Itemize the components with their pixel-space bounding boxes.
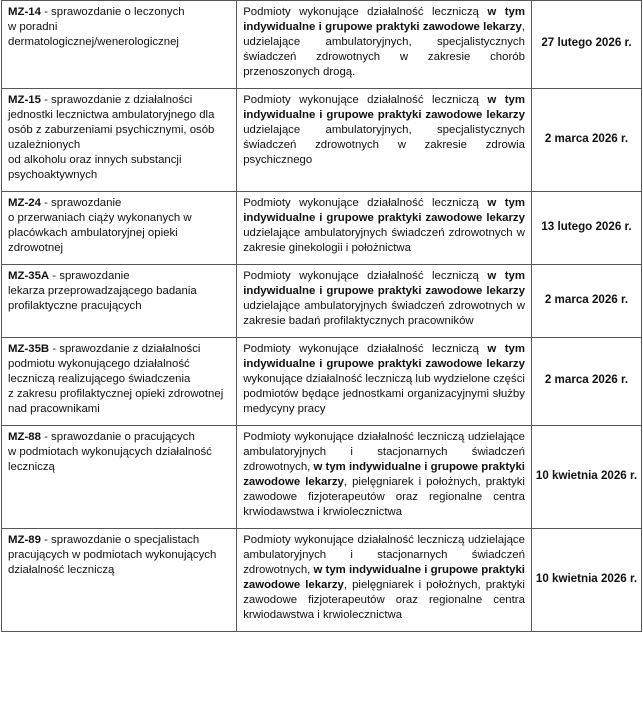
entity-text-bold: w tym indywidualne i grupowe praktyki zawodowe lekarzy bbox=[243, 270, 525, 297]
deadline-cell: 2 marca 2026 r. bbox=[531, 265, 641, 338]
table-row bbox=[2, 89, 642, 192]
report-description-line: od alkoholu oraz innych substancji bbox=[8, 154, 182, 166]
entity-text-bold: w tym indywidualne i grupowe praktyki zawodowe lekarzy bbox=[243, 94, 525, 121]
entity-text: udzielające ambulatoryjnych, specjalistycznych świadczeń zdrowotnych w zakresie zdrowia psychicznego bbox=[243, 124, 525, 166]
report-description-first: - sprawozdanie z działalności bbox=[49, 343, 201, 355]
report-description-line: leczniczą bbox=[8, 461, 55, 473]
entity-text: Podmioty wykonujące działalność leczniczą bbox=[243, 197, 488, 209]
report-description-line: działalność leczniczą bbox=[8, 564, 115, 576]
report-description-cell bbox=[2, 529, 237, 632]
report-description-line: lekarza przeprowadzającego badania bbox=[8, 285, 197, 297]
report-description-line: pracujących w podmiotach wykonujących bbox=[8, 549, 217, 561]
entity-text-bold: w tym indywidualne i grupowe praktyki zawodowe lekarzy bbox=[243, 461, 525, 488]
table-row bbox=[2, 426, 642, 529]
report-description-line: psychoaktywnych bbox=[8, 169, 98, 181]
reporting-entity-cell bbox=[237, 338, 532, 426]
reporting-entity-cell bbox=[237, 192, 532, 265]
entity-text: Podmioty wykonujące działalność leczniczą udzielające ambulatoryjnych i stacjonarnych świadczeń zdrowotnych, bbox=[243, 431, 525, 473]
report-description-cell bbox=[2, 89, 237, 192]
report-description-cell bbox=[2, 192, 237, 265]
deadline-cell: 10 kwietnia 2026 r. bbox=[531, 529, 641, 632]
table-row bbox=[2, 1, 642, 89]
report-code: MZ-24 bbox=[8, 197, 41, 209]
report-description-first: - sprawozdanie bbox=[49, 270, 130, 282]
deadline-cell: 27 lutego 2026 r. bbox=[531, 1, 641, 89]
report-description-line: o przerwaniach ciąży wykonanych w bbox=[8, 212, 192, 224]
report-description-first: - sprawozdanie o specjalistach bbox=[40, 534, 200, 546]
report-description-first: - sprawozdanie o pracujących bbox=[40, 431, 195, 443]
report-code: MZ-35B bbox=[8, 343, 50, 355]
report-description-line: profilaktyczne pracujących bbox=[8, 300, 142, 312]
deadline-cell: 10 kwietnia 2026 r. bbox=[531, 426, 641, 529]
report-description-line: osób z zaburzeniami psychicznymi, osób bbox=[8, 124, 215, 136]
entity-text: Podmioty wykonujące działalność leczniczą udzielające ambulatoryjnych i stacjonarnych świadczeń zdrowotnych, bbox=[243, 534, 525, 576]
report-description-line: leczniczą realizującego świadczenia bbox=[8, 373, 191, 385]
report-description-cell bbox=[2, 265, 237, 338]
entity-text: wykonujące działalność leczniczą lub wydzielone części podmiotów będące jednostkami organizacyjnymi służby medycyny pracy bbox=[243, 373, 525, 415]
entity-text: , pielęgniarek i położnych, praktyki zawodowe fizjoterapeutów oraz regionalne centra krwiodawstwa i krwiolecznictwa bbox=[243, 579, 525, 621]
report-description-first: - sprawozdanie z działalności bbox=[40, 94, 193, 106]
report-code: MZ-15 bbox=[8, 94, 41, 106]
entity-text: , udzielające ambulatoryjnych, specjalistycznych świadczeń zdrowotnych w zakresie chorób przenoszonych drogą. bbox=[243, 21, 525, 78]
entity-text-bold: w tym indywidualne i grupowe praktyki zawodowe lekarzy bbox=[243, 343, 525, 370]
report-description-lines bbox=[8, 108, 230, 183]
report-description-line: dermatologicznej/wenerologicznej bbox=[8, 36, 179, 48]
reporting-entity-cell bbox=[237, 1, 532, 89]
entity-text-bold: w tym indywidualne i grupowe praktyki zawodowe lekarzy bbox=[243, 564, 525, 591]
report-description-line: jednostki lecznictwa ambulatoryjnego dla bbox=[8, 109, 215, 121]
report-description-cell bbox=[2, 1, 237, 89]
report-description-cell bbox=[2, 426, 237, 529]
reporting-entity-cell bbox=[237, 529, 532, 632]
report-description-lines bbox=[8, 548, 230, 578]
table-row bbox=[2, 338, 642, 426]
report-description-lines bbox=[8, 284, 230, 314]
report-description-lines bbox=[8, 20, 230, 50]
entity-text: , pielęgniarek i położnych, praktyki zawodowe fizjoterapeutów oraz regionalne centra krwiodawstwa i krwiolecznictwa bbox=[243, 476, 525, 518]
report-description-lines bbox=[8, 211, 230, 256]
entity-text-bold: w tym indywidualne i grupowe praktyki zawodowe lekarzy bbox=[243, 6, 525, 33]
reports-table bbox=[1, 0, 642, 632]
report-description-line: nad pracownikami bbox=[8, 403, 100, 415]
report-description-line: uzależnionych bbox=[8, 139, 81, 151]
table-row bbox=[2, 192, 642, 265]
entity-text: Podmioty wykonujące działalność leczniczą bbox=[243, 6, 488, 18]
report-description-first: - sprawozdanie o leczonych bbox=[40, 6, 185, 18]
reporting-entity-cell bbox=[237, 265, 532, 338]
report-description-lines bbox=[8, 357, 230, 417]
entity-text: Podmioty wykonujące działalność leczniczą bbox=[243, 270, 488, 282]
entity-text-bold: w tym indywidualne i grupowe praktyki zawodowe lekarzy bbox=[243, 197, 525, 224]
table-row bbox=[2, 265, 642, 338]
reporting-entity-cell bbox=[237, 426, 532, 529]
reports-table-body bbox=[2, 1, 642, 632]
entity-text: Podmioty wykonujące działalność leczniczą bbox=[243, 94, 488, 106]
report-description-lines bbox=[8, 445, 230, 475]
report-code: MZ-89 bbox=[8, 534, 41, 546]
report-description-first: - sprawozdanie bbox=[40, 197, 122, 209]
report-description-line: z zakresu profilaktycznej opieki zdrowotnej bbox=[8, 388, 224, 400]
table-row bbox=[2, 529, 642, 632]
deadline-cell: 2 marca 2026 r. bbox=[531, 338, 641, 426]
report-description-line: w podmiotach wykonujących działalność bbox=[8, 446, 212, 458]
report-description-line: w poradni bbox=[8, 21, 58, 33]
entity-text: udzielające ambulatoryjnych świadczeń zdrowotnych w zakresie ginekologii i położnictwa bbox=[243, 227, 525, 254]
report-description-line: placówkach ambulatoryjnej opieki bbox=[8, 227, 178, 239]
report-code: MZ-14 bbox=[8, 6, 41, 18]
report-code: MZ-35A bbox=[8, 270, 50, 282]
entity-text: udzielające ambulatoryjnych świadczeń zdrowotnych w zakresie badań profilaktycznych pracowników bbox=[243, 300, 525, 327]
entity-text: Podmioty wykonujące działalność leczniczą bbox=[243, 343, 488, 355]
report-code: MZ-88 bbox=[8, 431, 41, 443]
report-description-line: zdrowotnej bbox=[8, 242, 64, 254]
report-description-cell bbox=[2, 338, 237, 426]
deadline-cell: 2 marca 2026 r. bbox=[531, 89, 641, 192]
reporting-entity-cell bbox=[237, 89, 532, 192]
report-description-line: podmiotu wykonującego działalność bbox=[8, 358, 190, 370]
deadline-cell: 13 lutego 2026 r. bbox=[531, 192, 641, 265]
